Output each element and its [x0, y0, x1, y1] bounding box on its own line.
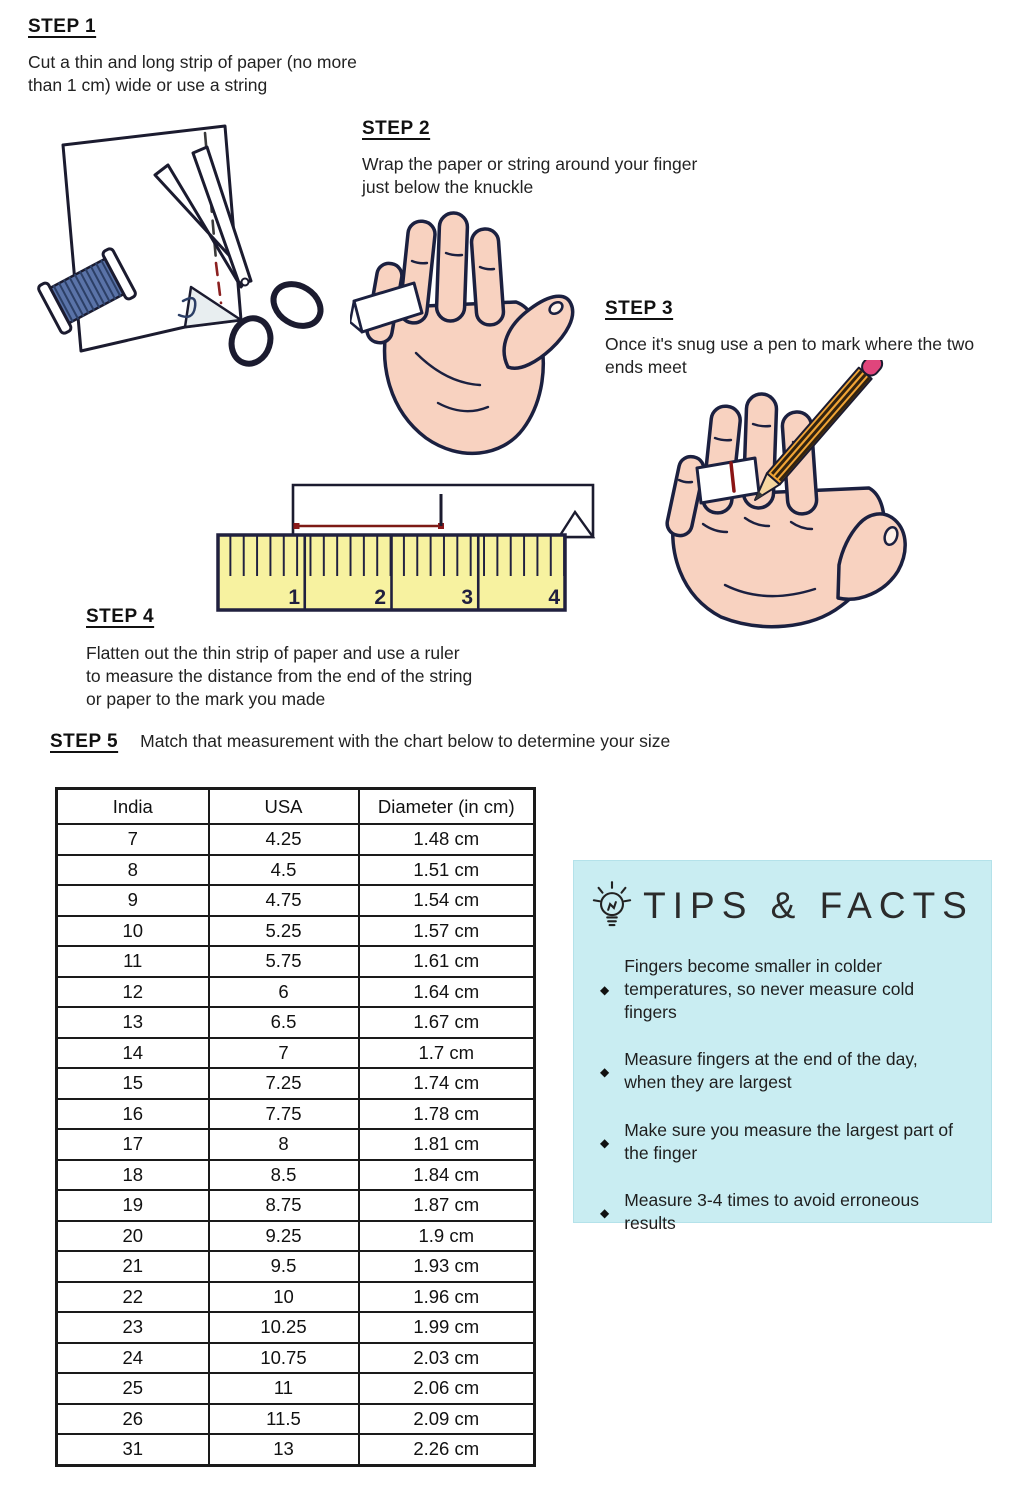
cell-india: 20 [57, 1221, 209, 1252]
cell-diameter: 1.96 cm [359, 1282, 535, 1313]
table-row [57, 977, 535, 1008]
cell-diameter: 2.09 cm [359, 1404, 535, 1435]
tips-list [574, 955, 991, 1235]
diamond-bullet-icon: ◆ [600, 983, 610, 998]
cell-diameter: 1.84 cm [359, 1160, 535, 1191]
diamond-bullet-icon: ◆ [600, 1135, 610, 1150]
ruler-number-2: 2 [374, 586, 386, 609]
cell-india: 26 [57, 1404, 209, 1435]
step5-text: Match that measurement with the chart below to determine your size [140, 731, 671, 751]
diamond-bullet-icon: ◆ [600, 1065, 610, 1079]
step4-text: Flatten out the thin strip of paper and use a ruler to measure the distance from the end of the string or paper to the mark you made [86, 643, 473, 710]
table-row [57, 1190, 535, 1221]
cell-usa: 10.25 [209, 1312, 359, 1343]
cell-diameter: 1.78 cm [359, 1099, 535, 1130]
cell-india: 16 [57, 1099, 209, 1130]
scissors-paper-spool-illustration [35, 115, 347, 367]
diamond-bullet-icon: ◆ [600, 1206, 610, 1220]
table-row [57, 1221, 535, 1252]
cell-usa: 4.5 [209, 855, 359, 886]
cell-usa: 11 [209, 1373, 359, 1404]
table-row [57, 1282, 535, 1313]
tip-item [600, 1119, 991, 1165]
step3-text: Once it's snug use a pen to mark where the two ends meet [605, 334, 975, 378]
step1-label: STEP 1 [28, 16, 97, 37]
step1-text: Cut a thin and long strip of paper (no more than 1 cm) wide or use a string [28, 52, 357, 96]
cell-usa: 4.75 [209, 885, 359, 916]
step2-section [362, 118, 712, 199]
cell-diameter: 1.9 cm [359, 1221, 535, 1252]
cell-india: 7 [57, 824, 209, 855]
tip-item [600, 1048, 991, 1094]
col-header-diameter: Diameter (in cm) [359, 789, 535, 825]
cell-india: 15 [57, 1068, 209, 1099]
cell-india: 22 [57, 1282, 209, 1313]
table-row [57, 1007, 535, 1038]
step1-section [28, 16, 373, 97]
table-row [57, 855, 535, 886]
cell-india: 18 [57, 1160, 209, 1191]
step2-text: Wrap the paper or string around your finger just below the knuckle [362, 154, 698, 198]
cell-india: 12 [57, 977, 209, 1008]
step4-section [86, 606, 478, 711]
table-row [57, 824, 535, 855]
tips-title-row [574, 881, 991, 931]
cell-india: 9 [57, 885, 209, 916]
cell-usa: 9.25 [209, 1221, 359, 1252]
ring-size-chart [55, 787, 536, 1467]
cell-diameter: 1.93 cm [359, 1251, 535, 1282]
tips-title: TIPS & FACTS [643, 885, 974, 926]
hand-with-strip-illustration [350, 205, 585, 467]
step5-section [50, 730, 670, 753]
cell-india: 25 [57, 1373, 209, 1404]
table-row [57, 946, 535, 977]
cell-usa: 11.5 [209, 1404, 359, 1435]
ruler-with-strip-illustration [215, 476, 601, 616]
tip-text: Measure fingers at the end of the day, when they are largest [624, 1049, 918, 1092]
step2-label: STEP 2 [362, 118, 431, 139]
lightbulb-icon [591, 881, 633, 931]
cell-diameter: 1.54 cm [359, 885, 535, 916]
cell-usa: 13 [209, 1434, 359, 1465]
cell-india: 19 [57, 1190, 209, 1221]
table-row [57, 885, 535, 916]
col-header-usa: USA [209, 789, 359, 825]
tip-text: Make sure you measure the largest part of the finger [624, 1119, 954, 1163]
cell-usa: 7 [209, 1038, 359, 1069]
cell-diameter: 2.06 cm [359, 1373, 535, 1404]
cell-diameter: 2.26 cm [359, 1434, 535, 1465]
cell-india: 14 [57, 1038, 209, 1069]
cell-diameter: 2.03 cm [359, 1343, 535, 1374]
tips-and-facts-box [573, 860, 992, 1233]
table-row [57, 1068, 535, 1099]
cell-usa: 8.75 [209, 1190, 359, 1221]
cell-usa: 9.5 [209, 1251, 359, 1282]
cell-diameter: 1.61 cm [359, 946, 535, 977]
cell-usa: 8.5 [209, 1160, 359, 1191]
table-row [57, 916, 535, 947]
cell-india: 17 [57, 1129, 209, 1160]
cell-diameter: 1.87 cm [359, 1190, 535, 1221]
cell-india: 23 [57, 1312, 209, 1343]
cell-usa: 7.75 [209, 1099, 359, 1130]
cell-usa: 5.75 [209, 946, 359, 977]
tip-text: Measure 3-4 times to avoid erroneous results [624, 1190, 919, 1233]
table-row [57, 1434, 535, 1465]
cell-india: 11 [57, 946, 209, 977]
cell-diameter: 1.48 cm [359, 824, 535, 855]
table-row [57, 1160, 535, 1191]
cell-diameter: 1.7 cm [359, 1038, 535, 1069]
cell-diameter: 1.64 cm [359, 977, 535, 1008]
cell-india: 13 [57, 1007, 209, 1038]
cell-usa: 6 [209, 977, 359, 1008]
tip-text: Fingers become smaller in colder temperatures, so never measure cold fingers [624, 956, 915, 1022]
table-row [57, 1404, 535, 1435]
col-header-india: India [57, 789, 209, 825]
tip-item [600, 1189, 991, 1235]
cell-usa: 5.25 [209, 916, 359, 947]
table-row [57, 1251, 535, 1282]
cell-usa: 6.5 [209, 1007, 359, 1038]
cell-india: 21 [57, 1251, 209, 1282]
step3-label: STEP 3 [605, 298, 674, 319]
table-row [57, 1129, 535, 1160]
cell-india: 10 [57, 916, 209, 947]
cell-diameter: 1.57 cm [359, 916, 535, 947]
cell-india: 31 [57, 1434, 209, 1465]
cell-diameter: 1.51 cm [359, 855, 535, 886]
cell-usa: 4.25 [209, 824, 359, 855]
table-header-row [57, 789, 535, 825]
cell-diameter: 1.99 cm [359, 1312, 535, 1343]
ruler-number-3: 3 [461, 586, 473, 609]
cell-india: 8 [57, 855, 209, 886]
ruler-number-4: 4 [548, 586, 560, 609]
cell-india: 24 [57, 1343, 209, 1374]
table-row [57, 1099, 535, 1130]
table-row [57, 1373, 535, 1404]
cell-diameter: 1.74 cm [359, 1068, 535, 1099]
hand-with-pencil-illustration [645, 360, 957, 632]
table-row [57, 1312, 535, 1343]
table-row [57, 1343, 535, 1374]
ruler-number-1: 1 [288, 586, 300, 609]
cell-usa: 7.25 [209, 1068, 359, 1099]
cell-usa: 8 [209, 1129, 359, 1160]
cell-usa: 10.75 [209, 1343, 359, 1374]
table-row [57, 1038, 535, 1069]
tip-item [600, 955, 991, 1023]
step5-label: STEP 5 [50, 731, 119, 752]
cell-usa: 10 [209, 1282, 359, 1313]
step4-label: STEP 4 [86, 606, 155, 627]
cell-diameter: 1.67 cm [359, 1007, 535, 1038]
cell-diameter: 1.81 cm [359, 1129, 535, 1160]
